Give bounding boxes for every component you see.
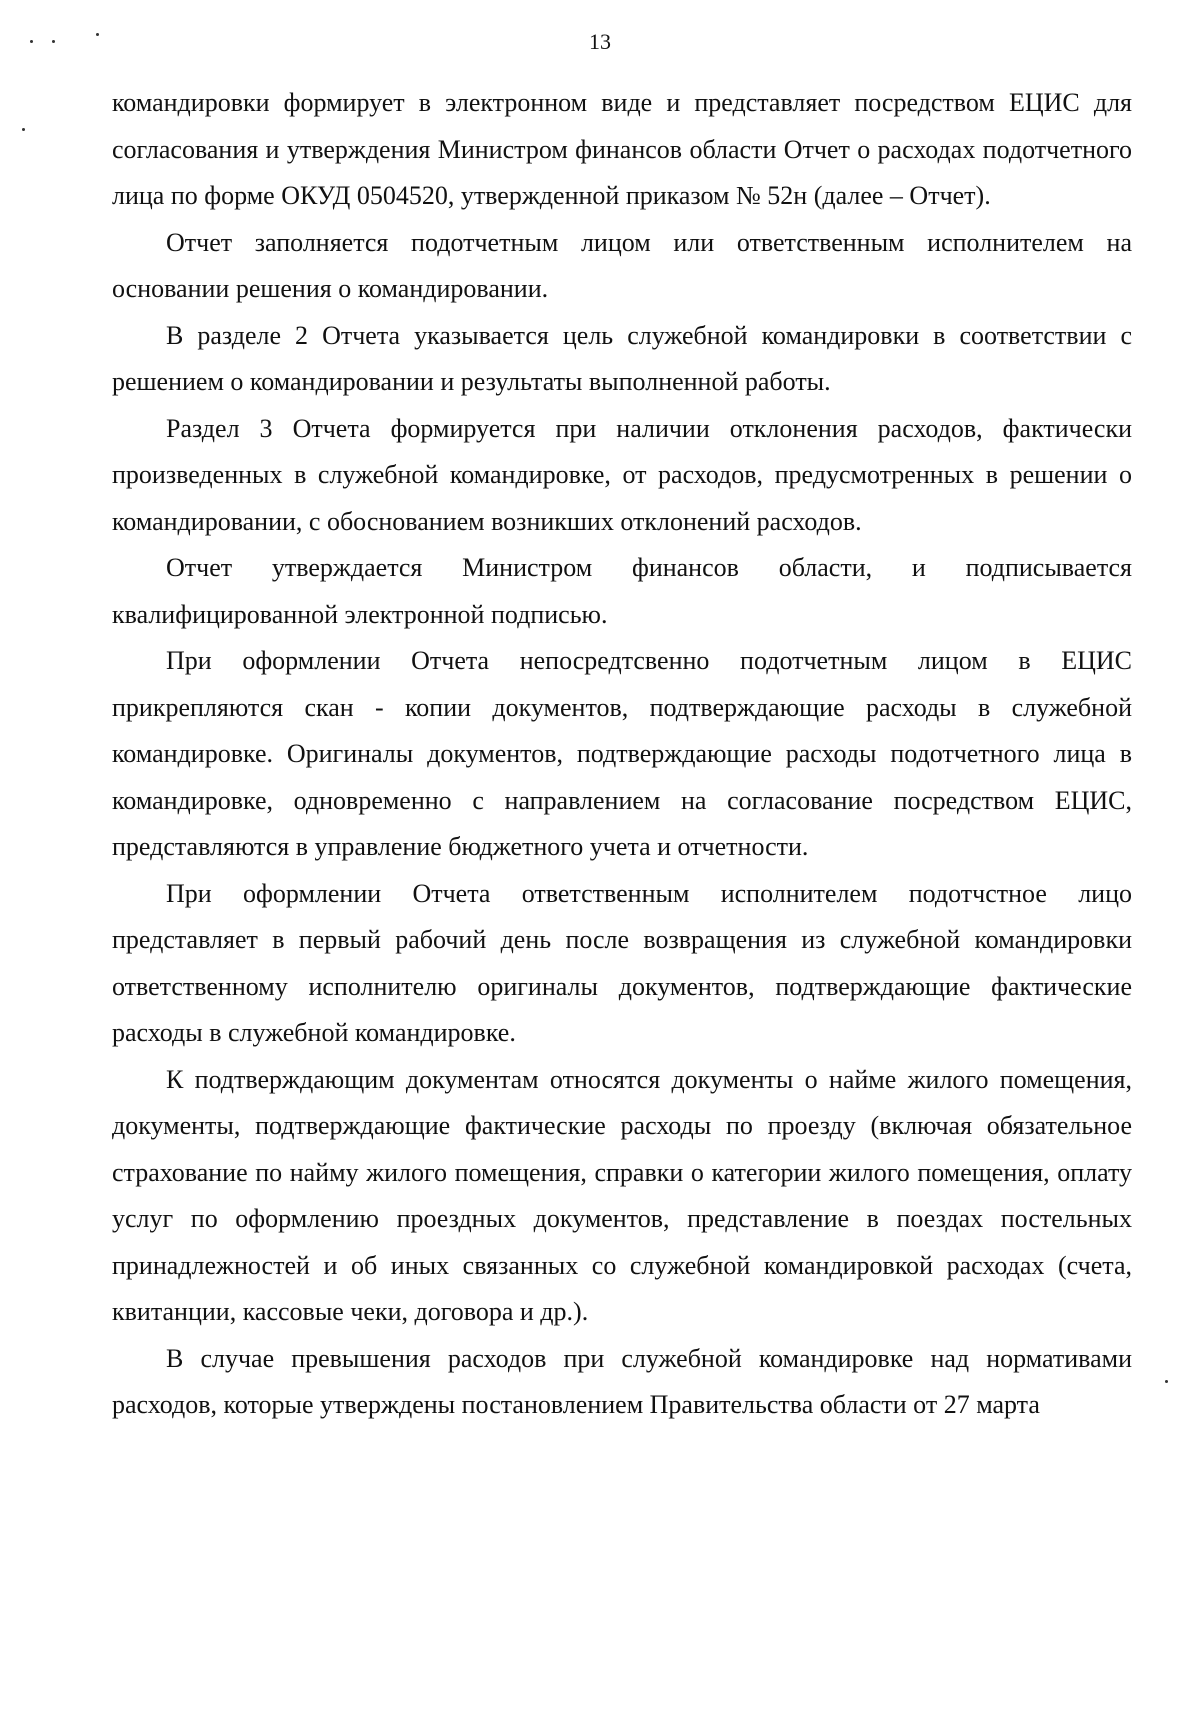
paragraph-responsible-executor: При оформлении Отчета ответственным исполнителем подотчстное лицо представляет в первый рабочий день после возвращения из служебной командировки ответственному исполнителю оригиналы документов, подтверждающие фактические расходы в служебной командировке. bbox=[112, 878, 1132, 1047]
paragraph-expense-excess: В случае превышения расходов при служебной командировке над нормативами расходов, которые утверждены постановлением Правительства области от 27 марта bbox=[112, 1343, 1132, 1419]
paragraph-section-2: В разделе 2 Отчета указывается цель служебной командировки в соответствии с решением о командировании и результаты выполненной работы. bbox=[112, 320, 1132, 396]
document-body bbox=[112, 80, 1132, 1429]
scan-artifact-dot bbox=[22, 128, 25, 131]
paragraph-report-formation: командировки формирует в электронном виде и представляет посредством ЕЦИС для согласования и утверждения Министром финансов области Отчет о расходах подотчетного лица по форме ОКУД 0504520, утвержденной приказом № 52н (далее – Отчет). bbox=[112, 88, 1132, 210]
scan-artifact-dot bbox=[1165, 1380, 1168, 1383]
paragraph-direct-submission: При оформлении Отчета непосредтсвенно подотчетным лицом в ЕЦИС прикрепляются скан - копии документов, подтверждающие расходы в служебной командировке. Оригиналы документов, подтверждающие расходы подотчетного лица в командировке, одновременно с направлением на согласование посредством ЕЦИС, представляются в управление бюджетного учета и отчетности. bbox=[112, 646, 1132, 861]
paragraph-report-approval: Отчет утверждается Министром финансов области, и подписывается квалифицированной электронной подписью. bbox=[112, 553, 1132, 629]
paragraph-supporting-documents: К подтверждающим документам относятся документы о найме жилого помещения, документы, подтверждающие фактические расходы по проезду (включая обязательное страхование по найму жилого помещения, справки о категории жилого помещения, оплату услуг по оформлению проездных документов, представление в поездах постельных принадлежностей и об иных связанных со служебной командировкой расходах (счета, квитанции, кассовые чеки, договора и др.). bbox=[112, 1064, 1132, 1326]
page-number: 13 bbox=[589, 29, 611, 54]
paragraph-report-filling: Отчет заполняется подотчетным лицом или ответственным исполнителем на основании решения о командировании. bbox=[112, 227, 1132, 303]
paragraph-section-3: Раздел 3 Отчета формируется при наличии отклонения расходов, фактически произведенных в служебной командировке, от расходов, предусмотренных в решении о командировании, с обоснованием возникших отклонений расходов. bbox=[112, 413, 1132, 536]
